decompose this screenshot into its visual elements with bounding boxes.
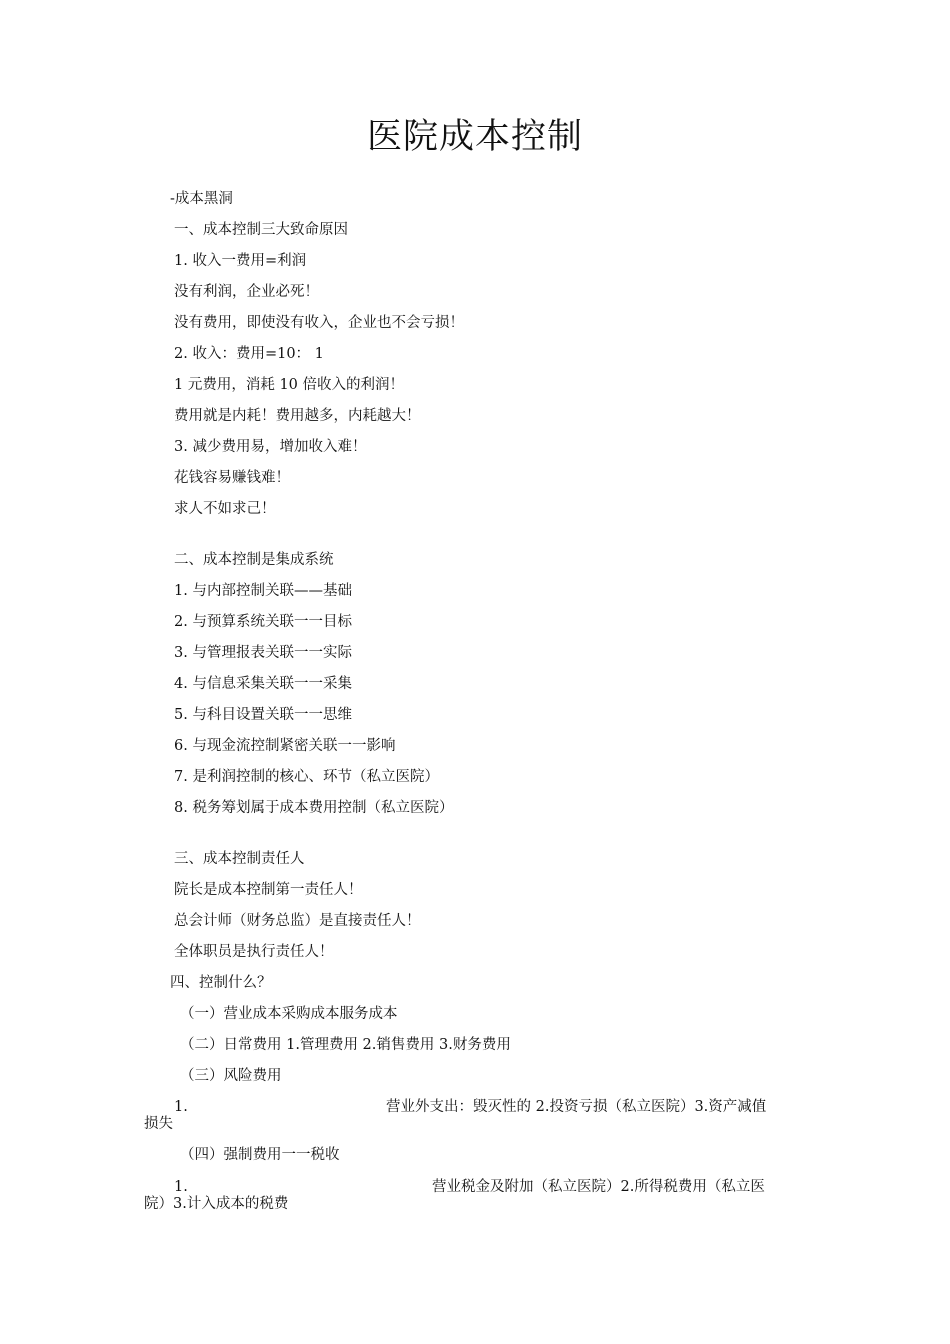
paragraph-line-continuation: 院）3.计入成本的税费 (144, 1196, 289, 1212)
paragraph-line: （三）风险费用 (180, 1068, 282, 1084)
list-number: 1. (174, 1179, 188, 1195)
paragraph-line: 费用就是内耗！费用越多，内耗越大！ (174, 408, 421, 424)
paragraph-line: 3. 减少费用易，增加收入难！ (174, 439, 367, 455)
paragraph-line: 4. 与信息采集关联一一采集 (174, 676, 352, 692)
paragraph-line: （一）营业成本采购成本服务成本 (180, 1006, 398, 1022)
paragraph-line: 总会计师（财务总监）是直接责任人！ (174, 913, 421, 929)
paragraph-line: 1 元费用，消耗 10 倍收入的利润！ (174, 377, 405, 393)
section-heading-2: 二、成本控制是集成系统 (174, 552, 334, 568)
paragraph-line: 5. 与科目设置关联一一思维 (174, 707, 352, 723)
paragraph-line: 没有利润，企业必死！ (174, 284, 319, 300)
paragraph-line: 3. 与管理报表关联一一实际 (174, 645, 352, 661)
paragraph-line: 没有费用，即使没有收入，企业也不会亏损！ (174, 315, 464, 331)
paragraph-line: 营业外支出：毁灭性的 2.投资亏损（私立医院）3.资产减值 (386, 1099, 767, 1115)
paragraph-line: 6. 与现金流控制紧密关联一一影响 (174, 738, 396, 754)
paragraph-line-continuation: 损失 (144, 1116, 173, 1132)
paragraph-line: 院长是成本控制第一责任人！ (174, 882, 363, 898)
paragraph-line: 2. 收入：费用=10： 1 (174, 346, 324, 362)
paragraph-line: （四）强制费用一一税收 (180, 1147, 340, 1163)
section-heading-4: 四、控制什么？ (170, 975, 272, 991)
section-heading-1: 一、成本控制三大致命原因 (174, 222, 348, 238)
paragraph-line: 求人不如求己！ (174, 501, 276, 517)
paragraph-line: 营业税金及附加（私立医院）2.所得税费用（私立医 (432, 1179, 765, 1195)
list-number: 1. (174, 1099, 188, 1115)
document-title: 医院成本控制 (366, 117, 583, 157)
paragraph-line: 1. 与内部控制关联——基础 (174, 583, 352, 599)
section-intro: -成本黑洞 (170, 191, 233, 207)
paragraph-line: （二）日常费用 1.管理费用 2.销售费用 3.财务费用 (180, 1037, 511, 1053)
paragraph-line: 8. 税务筹划属于成本费用控制（私立医院） (174, 800, 454, 816)
paragraph-line: 1. 收入一费用=利润 (174, 253, 307, 269)
paragraph-line: 全体职员是执行责任人！ (174, 944, 334, 960)
section-heading-3: 三、成本控制责任人 (174, 851, 305, 867)
paragraph-line: 2. 与预算系统关联一一目标 (174, 614, 352, 630)
paragraph-line: 花钱容易赚钱难！ (174, 470, 290, 486)
paragraph-line: 7. 是利润控制的核心、环节（私立医院） (174, 769, 439, 785)
